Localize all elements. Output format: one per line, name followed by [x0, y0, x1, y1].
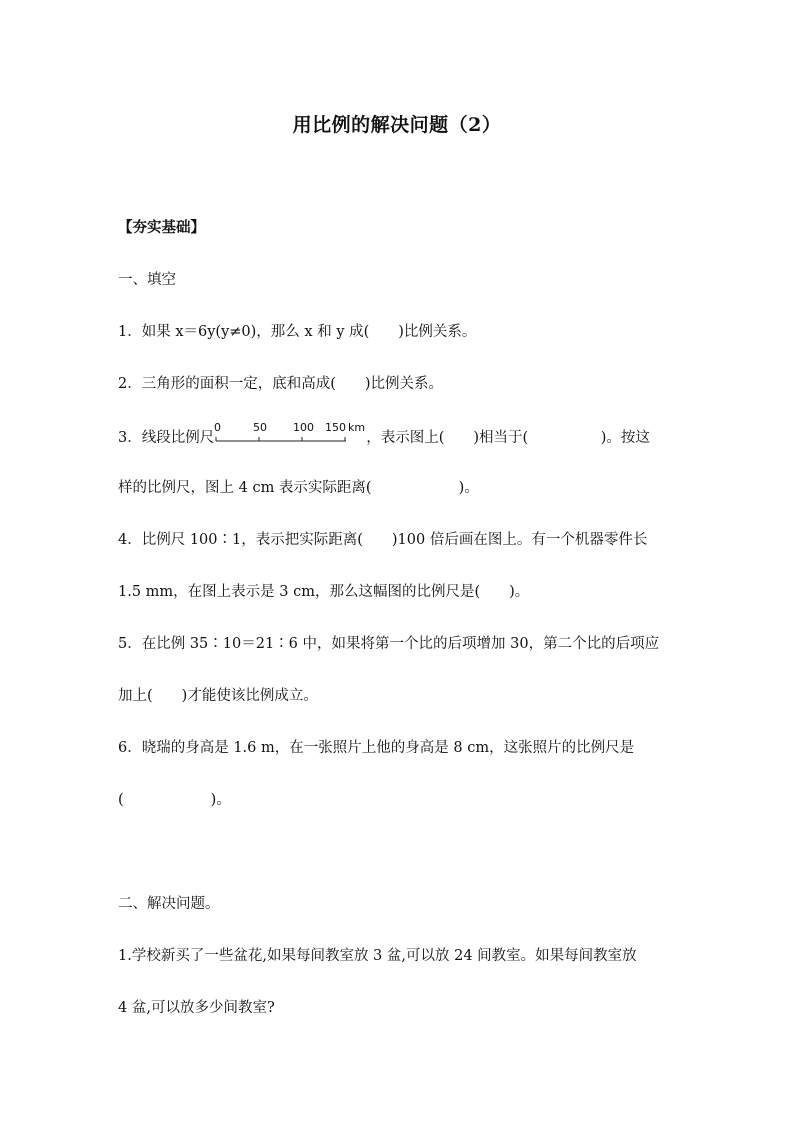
scale-label-0: 0 — [214, 421, 222, 434]
question-5-line-2: 加上( )才能使该比例成立。 — [118, 688, 318, 704]
question-2: 2．三角形的面积一定，底和高成( )比例关系。 — [118, 376, 444, 392]
question-3-line-1 — [118, 421, 678, 448]
part1-heading: 一、填空 — [118, 272, 176, 288]
question-6-line-1: 6．晓瑞的身高是 1.6 m，在一张照片上他的身高是 8 cm，这张照片的比例尺是 — [118, 740, 635, 756]
question-4-line-2: 1.5 mm，在图上表示是 3 cm，那么这幅图的比例尺是( )。 — [118, 584, 530, 600]
question-1: 1．如果 x＝6y(y≠0)，那么 x 和 y 成( )比例关系。 — [118, 324, 477, 340]
question-5-line-1: 5．在比例 35∶10＝21∶6 中，如果将第一个比的后项增加 30，第二个比的后项应 — [118, 636, 660, 652]
question-3-line-2: 样的比例尺，图上 4 cm 表示实际距离( )。 — [118, 480, 479, 496]
section-header: 【夯实基础】 — [118, 219, 205, 236]
problem-1-line-1: 1.学校新买了一些盆花,如果每间教室放 3 盆,可以放 24 间教室。如果每间教室放 — [118, 948, 637, 964]
scale-unit-label: km — [348, 421, 366, 434]
part2-heading: 二、解决问题。 — [118, 896, 220, 912]
question-3-prefix: 3．线段比例尺 — [118, 430, 215, 446]
question-6-line-2: ( )。 — [118, 792, 231, 808]
scale-label-100: 100 — [293, 421, 315, 434]
scale-label-50: 50 — [253, 421, 268, 434]
question-3-suffix: ，表示图上( )相当于( )。按这 — [366, 430, 650, 446]
scale-bar — [214, 421, 366, 448]
page-title: 用比例的解决问题（2） — [292, 114, 502, 136]
scale-label-150: 150 — [325, 421, 347, 434]
scale-bar-graphic — [214, 421, 366, 448]
problem-1-line-2: 4 盆,可以放多少间教室? — [118, 1000, 275, 1016]
question-4-line-1: 4．比例尺 100∶1，表示把实际距离( )100 倍后画在图上。有一个机器零件长 — [118, 532, 648, 548]
